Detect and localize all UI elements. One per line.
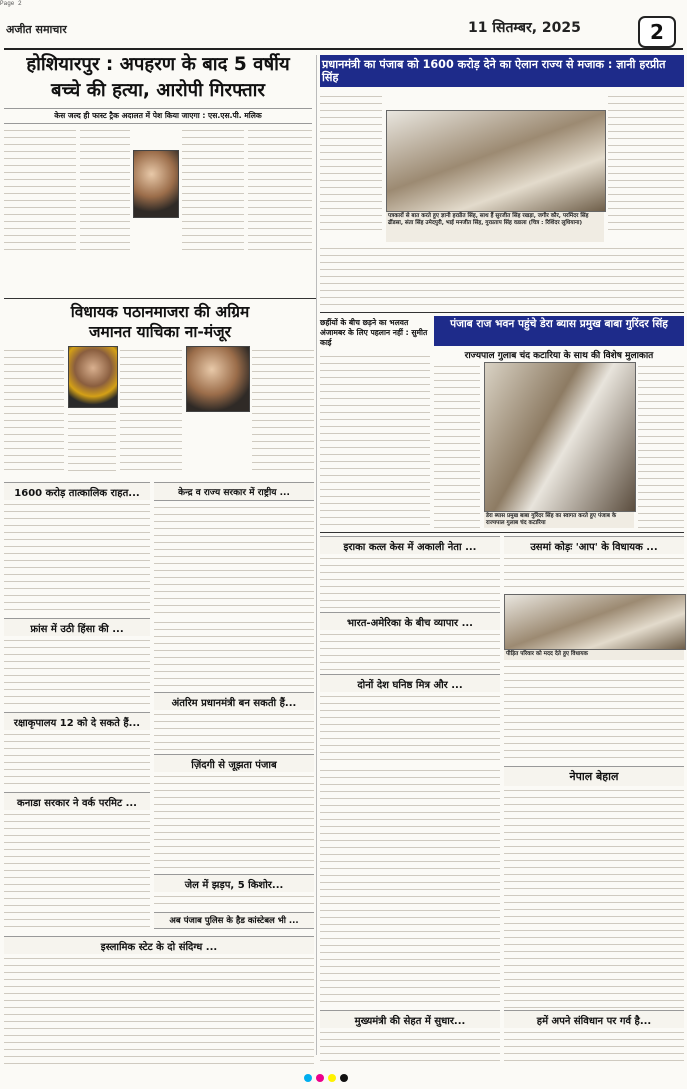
flood-body (320, 352, 430, 528)
lead-body-col-4 (248, 126, 312, 250)
short-headline-nepal: नेपाल बेहाल (504, 766, 684, 787)
short-body-france (4, 636, 150, 708)
raj-body-col-3 (638, 362, 684, 528)
short-body-jail-clash (154, 892, 314, 910)
short-headline-india-us: भारत-अमेरिका के बीच व्यापार ... (320, 612, 500, 632)
raj-subhead: राज्यपाल गुलाब चंद कटारिया के साथ की विशेष मुलाकात (464, 351, 654, 361)
short-headline-interim-pm: अंतरिम प्रधानमंत्री बन सकती हैं... (154, 692, 314, 712)
short-headline-islamic-state: इस्लामिक स्टेट के दो संदिग्ध ... (4, 936, 314, 956)
paper-name: अजीत समाचार (6, 23, 67, 36)
mla-headline-1: विधायक पठानमाजरा की अग्रिम (70, 303, 250, 321)
cmyk-swatch-y (328, 1074, 336, 1082)
page-number: 2 (638, 16, 676, 48)
short-body-iraka (320, 554, 500, 608)
lead-body-col-3 (182, 126, 244, 250)
raj-body-col-1 (434, 362, 480, 528)
divider-h-2 (320, 312, 684, 313)
short-body-aap-mla (504, 554, 684, 592)
bottom-photo-caption: पीड़ित परिवार को मदद देते हुए विधायक (504, 650, 684, 660)
centre-story-block (154, 482, 314, 612)
lead-headline-1: होशियारपुर : अपहरण के बाद 5 वर्षीय (26, 54, 290, 75)
short-body-friends (320, 692, 500, 762)
mla-body-col-1 (4, 346, 64, 476)
lead-headline-2: बच्चे की हत्या, आरोपी गिरफ्तार (51, 80, 265, 101)
raj-photo-caption: डेरा ब्यास प्रमुख बाबा गुरिंदर सिंह का स्वागत करते हुए पंजाब के राज्यपाल गुलाब चंद कटारिया (484, 512, 634, 528)
short-body-india-us (320, 630, 500, 670)
pm-body-lower (320, 244, 684, 308)
mla-body-col-3 (120, 346, 182, 476)
mla-body-col-4 (252, 346, 314, 476)
short-body-islamic-state (4, 954, 314, 1066)
mla-photo-2 (186, 346, 250, 412)
short-body-1600 (4, 500, 150, 612)
raj-photo (484, 362, 636, 512)
short-body-cm-health (320, 1028, 500, 1066)
short-headline-friends: दोनों देश घनिष्ठ मित्र और ... (320, 674, 500, 694)
short-headline-defence: रक्षाकृपालय 12 को दे सकते हैं... (4, 712, 150, 732)
lead-body-col-2 (80, 126, 130, 250)
divider-h-1 (4, 298, 316, 299)
middle-body-top (154, 618, 314, 688)
registration-marks-bottom (4, 1072, 683, 1084)
centre-body (154, 503, 314, 613)
pm-body-col-1 (320, 92, 382, 230)
short-headline-constitution: हमें अपने संविधान पर गर्व है... (504, 1010, 684, 1030)
aap-mla-photo (504, 594, 686, 650)
flood-headline: छहींयों के बीच छड़ने का भलवत अंजामबर के लिए पहलान नहीं : सुमीत काई (320, 318, 428, 347)
cmyk-swatch-k (340, 1074, 348, 1082)
pm-body-col-4 (608, 92, 684, 230)
lower-right-body (320, 766, 500, 1006)
pm-photo-caption: पत्रकारों से बात करते हुए ज्ञानी हरप्रीत सिंह, साथ हैं सुरजीत सिंह रखड़ा, जगीर कौर, परमिंदर सिंह ढींडसा, संता सिंह उमेदपुरी, भाई मनजीत सिंह, गुरप्रताप सिंह वडाला (चित्र : रिशिंदर लुधियाना) (386, 212, 604, 242)
short-body-defence (4, 730, 150, 788)
centre-headline-box: केन्द्र व राज्य सरकार में राष्ट्रीय ... (154, 482, 314, 501)
cmyk-swatch-c (304, 1074, 312, 1082)
pm-press-photo (386, 110, 606, 212)
cmyk-swatch-m (316, 1074, 324, 1082)
short-body-nepal (504, 786, 684, 1008)
short-headline-1600: 1600 करोड़ तात्कालिक राहत... (4, 482, 150, 502)
lead-child-photo (133, 150, 179, 218)
print-line: Page 2 (0, 0, 687, 14)
short-headline-france: फ्रांस में उठी हिंसा की ... (4, 618, 150, 638)
mla-body-col-2 (68, 410, 116, 476)
lead-subhead: केस जल्द ही फास्ट ट्रैक अदालत में पेश किया जाएगा : एस.एस.पी. मलिक (4, 108, 312, 124)
lead-body-col-1 (4, 126, 76, 250)
mla-headline-2: जमानत याचिका ना-मंजूर (89, 323, 231, 341)
masthead (4, 14, 683, 50)
short-body-head-constable (154, 929, 314, 934)
short-body-canada (4, 810, 150, 932)
short-headline-aap-mla: उसमां कोड़ः 'आप' के विधायक ... (504, 536, 684, 556)
short-body-constitution (504, 1028, 684, 1066)
short-body-interim-pm (154, 710, 314, 750)
raj-headline: पंजाब राज भवन पहुंचे डेरा ब्यास प्रमुख बाबा गुरिंदर सिंह (450, 318, 668, 330)
date: 11 सितम्बर, 2025 (468, 20, 581, 36)
pm-headline: प्रधानमंत्री का पंजाब को 1600 करोड़ देने का ऐलान राज्य से मजाक : ज्ञानी हरप्रीत सिंह (322, 58, 666, 84)
short-headline-punjab-struggle: ज़िंदगी से जूझता पंजाब (154, 754, 314, 774)
short-headline-jail-clash: जेल में झड़प, 5 किशोर... (154, 874, 314, 894)
short-body-punjab-struggle (154, 772, 314, 870)
mla-photo (68, 346, 118, 408)
short-headline-iraka: इराका कत्ल केस में अकाली नेता ... (320, 536, 500, 556)
short-headline-cm-health: मुख्यमंत्री की सेहत में सुधार... (320, 1010, 500, 1030)
short-headline-canada: कनाडा सरकार ने वर्क परमिट ... (4, 792, 150, 812)
divider-h-3 (320, 532, 684, 533)
short-headline-head-constable: अब पंजाब पुलिस के हैड कांस्टेबल भी ... (154, 912, 314, 929)
aap-mla-body-2 (504, 662, 684, 762)
column-divider-1 (316, 55, 317, 1055)
